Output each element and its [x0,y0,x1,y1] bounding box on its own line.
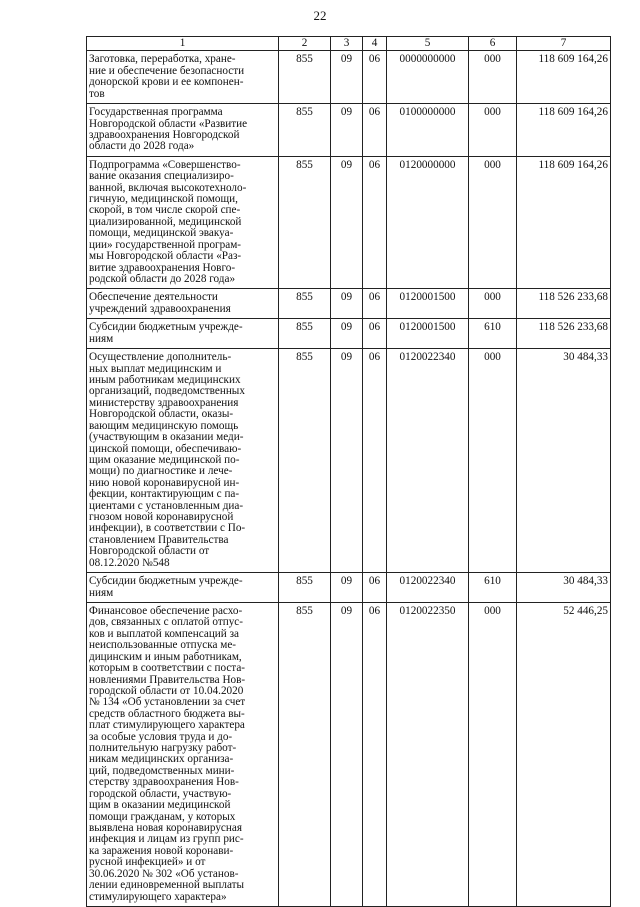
row-vr-code-cell: 000 [469,349,517,573]
row-pr-code-cell: 06 [363,602,387,906]
row-csr-code-cell: 0120001500 [387,319,469,349]
row-rz-code-cell: 09 [331,349,363,573]
row-name-cell: Подпрограмма «Совершенство- вание оказания специализиро- ванной, включая высокотехноло- гичную, медицинской помощи, скорой, в том числе скорой спе- циализированной, медицинской помощи, медицинской эвакуа- ции» государственной програм- мы Новгородской области «Раз- витие здравоохранения Новго- родской области до 2028 года» [87,156,279,289]
row-rz-code-cell: 09 [331,289,363,319]
row-rz-code-cell: 09 [331,104,363,157]
row-name-cell: Субсидии бюджетным учрежде- ниям [87,573,279,603]
table-row [87,602,611,906]
column-header: 6 [469,37,517,51]
row-amount-cell: 118 609 164,26 [517,104,611,157]
row-pr-code-cell: 06 [363,289,387,319]
row-rz-code-cell: 09 [331,319,363,349]
row-gr-code-cell: 855 [279,602,331,906]
row-csr-code-cell: 0000000000 [387,51,469,104]
row-amount-cell: 118 526 233,68 [517,319,611,349]
row-pr-code-cell: 06 [363,51,387,104]
table-row [87,573,611,603]
row-name-cell: Государственная программа Новгородской области «Развитие здравоохранения Новгородской области до 2028 года» [87,104,279,157]
row-name-cell: Заготовка, переработка, хране- ние и обеспечение безопасности донорской крови и ее компонен- тов [87,51,279,104]
column-header: 1 [87,37,279,51]
row-gr-code-cell: 855 [279,51,331,104]
table-row [87,349,611,573]
column-header: 5 [387,37,469,51]
row-vr-code-cell: 000 [469,602,517,906]
row-gr-code-cell: 855 [279,319,331,349]
column-header: 7 [517,37,611,51]
row-amount-cell: 118 609 164,26 [517,156,611,289]
row-vr-code-cell: 000 [469,51,517,104]
row-amount-cell: 118 526 233,68 [517,289,611,319]
row-csr-code-cell: 0120022340 [387,349,469,573]
row-pr-code-cell: 06 [363,104,387,157]
row-vr-code-cell: 610 [469,573,517,603]
row-gr-code-cell: 855 [279,349,331,573]
row-gr-code-cell: 855 [279,289,331,319]
row-name-cell: Субсидии бюджетным учрежде- ниям [87,319,279,349]
row-rz-code-cell: 09 [331,51,363,104]
row-csr-code-cell: 0100000000 [387,104,469,157]
column-header: 4 [363,37,387,51]
row-vr-code-cell: 610 [469,319,517,349]
row-amount-cell: 52 446,25 [517,602,611,906]
table-row [87,156,611,289]
table-row [87,104,611,157]
row-pr-code-cell: 06 [363,319,387,349]
table-row [87,289,611,319]
row-pr-code-cell: 06 [363,573,387,603]
row-name-cell: Осуществление дополнитель- ных выплат медицинским и иным работникам медицинских организаций, подведомственных министерству здравоохранения Новгородской области, оказы- вающим медицинскую помощь (участвующим в оказании меди- цинской помощи, обеспечиваю- щим оказание медицинской по- мощи) по диагностике и лече- нию новой коронавирусной ин- фекции, контактирующим с па- циентами с установленным диа- гнозом новой коронавирусной инфекции), в соответствии с По- становлением Правительства Новгородской области от 08.12.2020 №548 [87,349,279,573]
row-name-cell: Обеспечение деятельности учреждений здравоохранения [87,289,279,319]
table-header-row [87,37,611,51]
row-amount-cell: 30 484,33 [517,349,611,573]
table-row [87,319,611,349]
row-csr-code-cell: 0120022340 [387,573,469,603]
budget-table [86,36,611,907]
row-csr-code-cell: 0120022350 [387,602,469,906]
row-amount-cell: 30 484,33 [517,573,611,603]
row-csr-code-cell: 0120001500 [387,289,469,319]
row-rz-code-cell: 09 [331,573,363,603]
row-amount-cell: 118 609 164,26 [517,51,611,104]
column-header: 3 [331,37,363,51]
row-vr-code-cell: 000 [469,156,517,289]
table-body [87,51,611,907]
row-gr-code-cell: 855 [279,573,331,603]
page-number: 22 [313,8,327,23]
row-name-cell: Финансовое обеспечение расхо- дов, связанных с оплатой отпус- ков и выплатой компенсаций за неиспользованные отпуска ме- дицинским и иным работникам, которым в соответствии с поста- новлениями Правительства Нов- городской области от 10.04.2020 № 134 «Об установлении за счет средств областного бюджета вы- плат стимулирующего характера за особые условия труда и до- полнительную нагрузку работ- никам медицинских организа- ций, подведомственных мини- стерству здравоохранения Нов- городской области, участвую- щим в оказании медицинской помощи гражданам, у которых выявлена новая коронавирусная инфекция и лицам из групп рис- ка заражения новой коронави- русной инфекцией» и от 30.06.2020 № 302 «Об установ- лении единовременной выплаты стимулирующего характера» [87,602,279,906]
column-header: 2 [279,37,331,51]
row-rz-code-cell: 09 [331,156,363,289]
row-pr-code-cell: 06 [363,156,387,289]
row-csr-code-cell: 0120000000 [387,156,469,289]
table-row [87,51,611,104]
row-gr-code-cell: 855 [279,104,331,157]
row-gr-code-cell: 855 [279,156,331,289]
row-rz-code-cell: 09 [331,602,363,906]
row-pr-code-cell: 06 [363,349,387,573]
row-vr-code-cell: 000 [469,104,517,157]
row-vr-code-cell: 000 [469,289,517,319]
